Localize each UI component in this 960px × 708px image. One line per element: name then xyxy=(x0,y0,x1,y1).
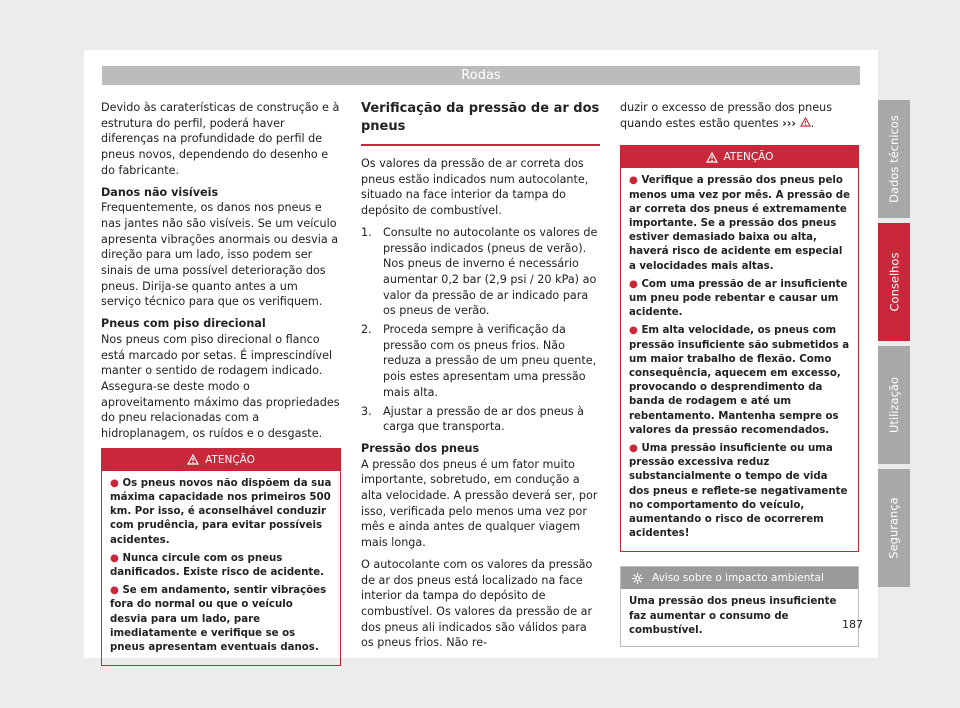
bullet-icon: ● xyxy=(629,443,642,455)
warning-item: ● Em alta velocidade, os pneus com pressão insuficiente são submetidos a um maior trabalho de flexão. Como consequência, aquecem em excesso, provocando o desprendimento da banda de rodagem e até um rebentamento. Mantenha sempre os valores da pressão recomendados. xyxy=(629,325,850,436)
warning-triangle-icon xyxy=(706,152,718,163)
section-title: Verificação da pressão de ar dos pneus xyxy=(361,100,600,146)
warning-header xyxy=(621,146,858,168)
warning-title: ATENÇÃO xyxy=(723,151,774,164)
bullet-icon: ● xyxy=(110,552,123,564)
warning-triangle-icon xyxy=(187,454,199,465)
environment-title: Aviso sobre o impacto ambiental xyxy=(652,572,824,585)
step-item: 1. Consulte no autocolante os valores de pressão indicados (pneus de verão). Nos pneus de inverno é necessário aumentar 0,2 bar (2,9 psi / 20 kPa) ao valor da pressão de ar indicado para os pneus de verão. xyxy=(361,225,598,318)
step-item: 3. Ajustar a pressão de ar dos pneus à carga que transporta. xyxy=(361,404,585,434)
warning-item: ● Com uma pressão de ar insuficiente um pneu pode rebentar e causar um acidente. xyxy=(629,278,848,319)
step-item: 2. Proceda sempre à verificação da pressão com os pneus frios. Não reduza a pressão de um pneu quente, pois estes apresentam uma pressão mais alta. xyxy=(361,323,597,399)
bullet-icon: ● xyxy=(629,325,642,337)
column-3 xyxy=(620,100,859,647)
intro-paragraph: Devido às caraterísticas de construção e à estrutura do perfil, poderá haver diferenças na profundidade do perfil de pneus novos, dependendo do desenho e do fabricante. xyxy=(101,101,340,177)
bullet-icon: ● xyxy=(629,278,642,290)
environment-notice xyxy=(620,566,859,647)
environment-header xyxy=(621,567,858,589)
tab-utilizacao[interactable]: Utilização xyxy=(878,346,910,464)
tyre-pressure-paragraph: A pressão dos pneus é um fator muito importante, sobretudo, em condução a alta velocidade. A pressão deverá ser, por isso, verificada pelo menos uma vez por mês e ainda antes de qualquer viagem mais longa. xyxy=(361,457,598,550)
page-header: Rodas xyxy=(102,66,860,85)
subheading-directional-tyres: Pneus com piso direcional xyxy=(101,317,266,331)
bullet-icon: ● xyxy=(110,477,123,489)
continued-paragraph: duzir o excesso de pressão dos pneus quando estes estão quentes ››› . xyxy=(620,101,833,130)
sticker-paragraph: O autocolante com os valores da pressão de ar dos pneus está localizado na face interior da tampa do depósito de combustível. Os valores da pressão de ar dos pneus ali indicados são válidos para os pneus frios. Não re- xyxy=(361,557,593,650)
page-number: 187 xyxy=(842,618,863,631)
warning-body xyxy=(621,168,858,551)
warning-item: ● Se em andamento, sentir vibrações fora do normal ou que o veículo desvia para um lado, pare imediatamente e verifique se os pneus apresentam eventuais danos. xyxy=(110,585,327,653)
warning-item: ● Verifique a pressão dos pneus pelo menos uma vez por mês. A pressão de ar correta dos pneus é extremamente importante. Se a pressão dos pneus estiver demasiado baixa ou alta, haverá risco de acidente em especial a velocidades mais altas. xyxy=(629,175,850,272)
tab-dados-tecnicos[interactable]: Dados técnicos xyxy=(878,100,910,218)
bullet-icon: ● xyxy=(629,175,642,187)
subheading-hidden-damage: Danos não visíveis xyxy=(101,185,219,199)
directional-tyres-paragraph: Nos pneus com piso direcional o flanco está marcado por setas. É imprescindível manter o sentido de rodagem indicado. Assegura-se deste modo o aproveitamento máximo das propriedades do pneu relacionadas com a hidroplanagem, os ruídos e o desgaste. xyxy=(101,332,340,441)
warning-box xyxy=(620,145,859,552)
warning-item: ● Uma pressão insuficiente ou uma pressão excessiva reduz substancialmente o tempo de vida dos pneus e reflete-se negativamente no comportamento do veículo, aumentando o risco de ocorrerem acidentes! xyxy=(629,443,848,540)
warning-item: ● Nunca circule com os pneus danificados. Existe risco de acidente. xyxy=(110,552,324,578)
warning-box xyxy=(101,448,341,666)
subheading-tyre-pressure: Pressão dos pneus xyxy=(361,441,480,455)
column-2 xyxy=(361,100,600,657)
environment-text: Uma pressão dos pneus insuficiente faz aumentar o consumo de combustível. xyxy=(629,596,837,636)
tab-conselhos[interactable]: Conselhos xyxy=(878,223,910,341)
warning-title: ATENÇÃO xyxy=(205,453,255,466)
warning-header xyxy=(102,449,340,471)
warning-body xyxy=(102,471,340,665)
warning-triangle-icon xyxy=(800,117,811,127)
section-intro: Os valores da pressão de ar correta dos pneus estão indicados num autocolante, situado na face interior da tampa do depósito de combustível. xyxy=(361,157,589,218)
warning-item: ● Os pneus novos não dispõem da sua máxima capacidade nos primeiros 500 km. Por isso, é aconselhável conduzir com prudência, para evitar possíveis acidentes. xyxy=(110,477,332,546)
cross-reference-arrows: ››› xyxy=(782,116,797,130)
column-1 xyxy=(101,100,341,666)
hidden-damage-paragraph: Frequentemente, os danos nos pneus e nas jantes não são visíveis. Se um veículo apresenta vibrações anormais ou desvia a direção para um lado, isso podem ser sinais de uma possível deterioração dos pneus. Dirija-se quanto antes a um serviço técnico para que os verifiquem. xyxy=(101,201,339,309)
steps-list xyxy=(361,225,600,435)
tab-seguranca[interactable]: Segurança xyxy=(878,469,910,587)
leaf-icon xyxy=(631,572,644,585)
bullet-icon: ● xyxy=(110,585,123,597)
